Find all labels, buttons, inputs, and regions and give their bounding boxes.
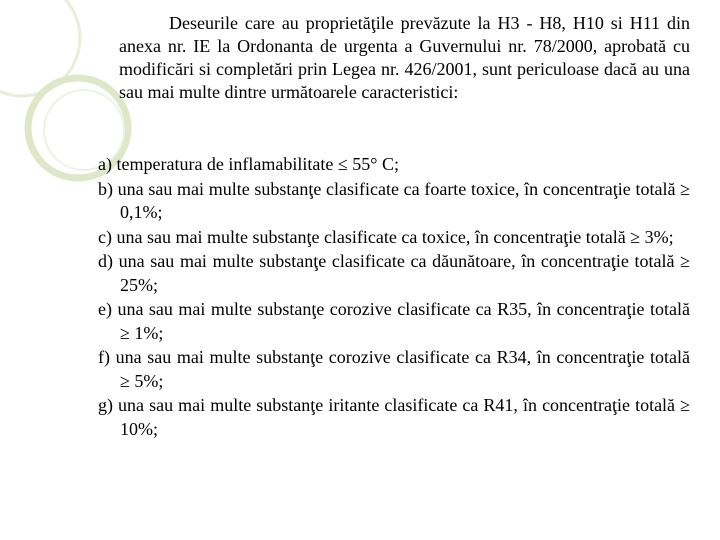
list-item: d) una sau mai multe substanţe clasificate ca dăunătoare, în concentraţie totală ≥ 25%; (98, 251, 690, 295)
list-item: f) una sau mai multe substanţe corozive clasificate ca R34, în concentraţie totală ≥ 5%; (98, 347, 690, 391)
list-item: b) una sau mai multe substanţe clasificate ca foarte toxice, în concentraţie totală ≥ 0,1%; (98, 178, 690, 222)
list-item: g) una sau mai multe substanţe iritante clasificate ca R41, în concentraţie totală ≥ 10%; (98, 395, 690, 439)
list-item: c) una sau mai multe substanţe clasificate ca toxice, în concentraţie totală ≥ 3%; (98, 226, 674, 247)
intro-paragraph: Deseurile care au proprietăţile prevăzute la H3 - H8, H10 si H11 din anexa nr. IE la Ordonanta de urgenta a Guvernului nr. 78/2000, aprobată cu modificări si completări prin Legea nr. 426/2001, sunt periculoase dacă au una sau mai multe dintre următoarele caracteristici: (119, 13, 690, 102)
list-item: a) temperatura de inflamabilitate ≤ 55° C; (98, 154, 399, 174)
list-item: e) una sau mai multe substanţe corozive clasificate ca R35, în concentraţie totală ≥ 1%; (98, 299, 690, 343)
criteria-list (98, 153, 690, 442)
